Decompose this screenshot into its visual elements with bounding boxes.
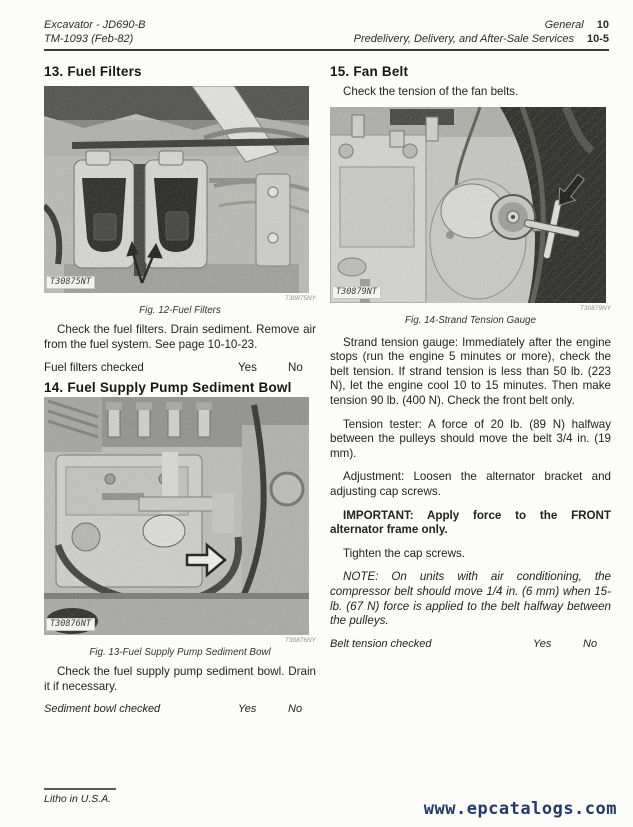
sediment-bowl-photo (44, 397, 316, 635)
section-14-heading: 14. Fuel Supply Pump Sediment Bowl (44, 380, 292, 396)
header-model: Excavator - JD690-B (44, 19, 146, 31)
figure-12-caption: Fig. 12-Fuel Filters (139, 305, 221, 316)
fuel-filters-photo (44, 86, 316, 293)
photo-watermark: T30879NT (332, 286, 381, 299)
checklist-yes: Yes (238, 361, 257, 375)
section-15-intro: Check the tension of the fan belts. (343, 85, 519, 98)
checklist-yes: Yes (238, 703, 257, 716)
tension-tester-paragraph: Tension tester: A force of 20 lb. (89 N) halfway between the pulleys should move the belt 3/4 in. (19 mm). (330, 417, 611, 460)
figure-13-caption: Fig. 13-Fuel Supply Pump Sediment Bowl (89, 647, 271, 659)
header-subsection: Predelivery, Delivery, and After-Sale Services (353, 33, 574, 45)
checklist-yes: Yes (533, 637, 552, 650)
sediment-bowl-checklist (44, 703, 316, 715)
header-section: General (544, 19, 584, 31)
section-14-body: Check the fuel supply pump sediment bowl. Drain it if necessary. (44, 665, 316, 693)
page-header (44, 18, 609, 46)
photo-id-code: T30875NY (284, 295, 316, 302)
section-13-body: Check the fuel filters. Drain sediment. Remove air from the fuel system. See page 10-10-23. (44, 323, 316, 351)
checklist-label: Belt tension checked (330, 637, 432, 650)
figure-14 (330, 107, 611, 327)
belt-tension-checklist (330, 638, 611, 650)
section-13-heading: 13. Fuel Filters (44, 64, 142, 79)
figure-13 (44, 397, 316, 659)
checklist-no: No (288, 361, 303, 375)
tension-gauge-illustration (330, 107, 606, 303)
litho-note: Litho in U.S.A. (44, 793, 112, 805)
right-column (330, 56, 611, 650)
fuel-filters-checklist (44, 361, 316, 374)
sediment-bowl-illustration (44, 397, 309, 635)
section-15-heading: 15. Fan Belt (330, 64, 409, 79)
checklist-no: No (288, 703, 303, 716)
left-column (44, 56, 316, 715)
important-paragraph: IMPORTANT: Apply force to the FRONT alternator frame only. (330, 508, 611, 537)
header-manual-number: TM-1093 (Feb-82) (44, 33, 134, 45)
figure-14-caption: Fig. 14-Strand Tension Gauge (405, 314, 536, 326)
checklist-label: Fuel filters checked (44, 361, 144, 375)
figure-12 (44, 86, 316, 317)
adjustment-paragraph: Adjustment: Loosen the alternator bracket and adjusting cap screws. (330, 470, 611, 498)
checklist-label: Sediment bowl checked (44, 703, 161, 716)
note-paragraph: NOTE: On units with air conditioning, the compressor belt should move 1/4 in. (6 mm) when 15-lb. (67 N) force is applied to the belt halfway between the pulleys. (330, 570, 611, 628)
header-left (44, 18, 145, 46)
footer-divider (44, 788, 116, 790)
photo-watermark: T30875NT (46, 276, 95, 289)
epcatalogs-watermark-link[interactable]: www.epcatalogs.com (423, 799, 617, 819)
photo-id-code: T30876NY (284, 637, 316, 645)
header-section-page: 10 (596, 19, 609, 31)
header-divider (44, 49, 609, 51)
checklist-no: No (583, 637, 598, 650)
fuel-filters-illustration (44, 86, 309, 293)
strand-tension-paragraph: Strand tension gauge: Immediately after the engine stops (run the engine 5 minutes or more), check the belt tension. If strand tension is less than 50 lb. (223 N), let the engine cool 10 to 15 minutes. Then make tension 90 lb. (400 N). Check the front belt only. (330, 335, 611, 407)
tension-gauge-photo (330, 107, 611, 303)
photo-watermark: T30876NT (46, 618, 95, 631)
header-subsection-page: 10-5 (586, 33, 609, 45)
header-right (354, 18, 609, 46)
photo-id-code: T30879NY (579, 304, 611, 312)
tighten-paragraph: Tighten the cap screws. (343, 546, 466, 560)
